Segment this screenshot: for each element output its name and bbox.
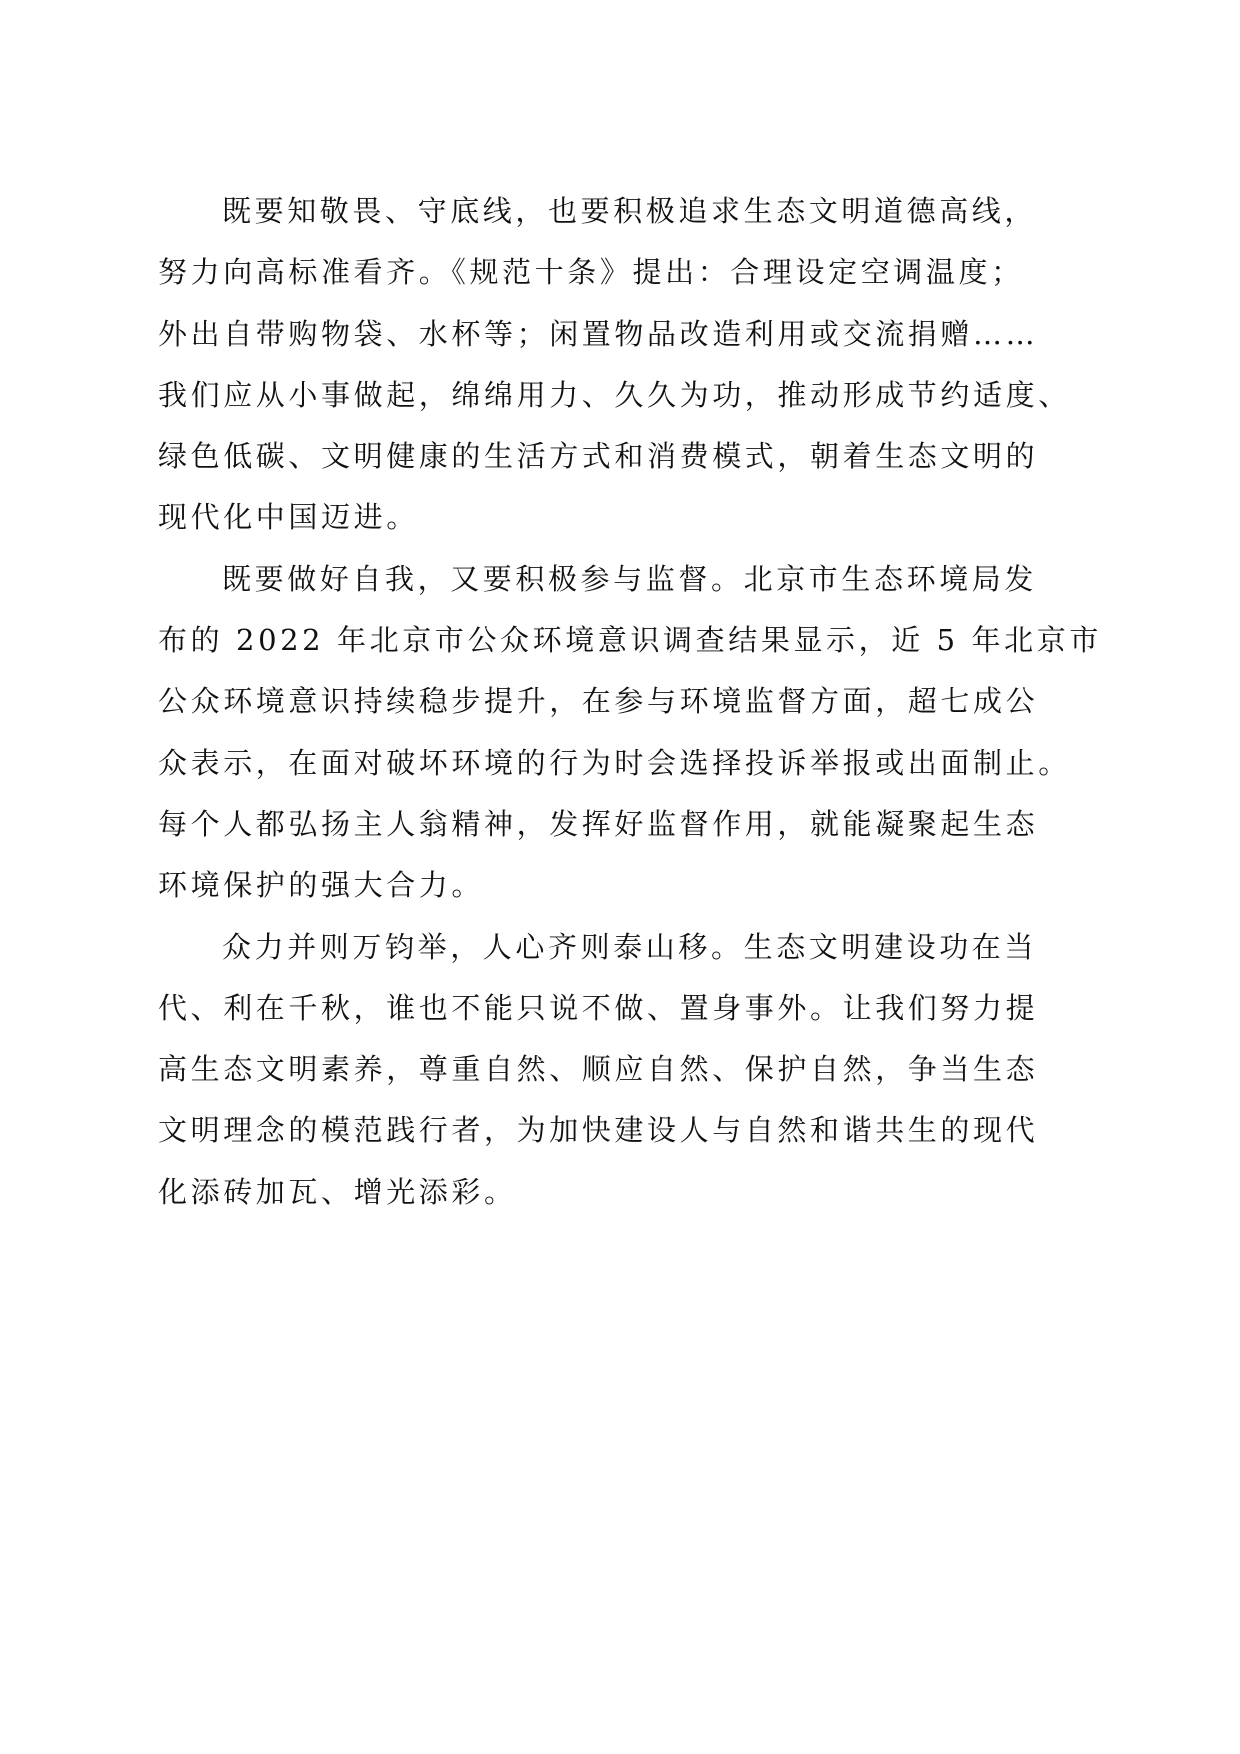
paragraph-3-line-3: 高生态文明素养，尊重自然、顺应自然、保护自然，争当生态 <box>158 1052 1039 1087</box>
paragraph-1-line-5: 绿色低碳、文明健康的生活方式和消费模式，朝着生态文明的 <box>158 439 1039 474</box>
paragraph-1-line-4: 我们应从小事做起，绵绵用力、久久为功，推动形成节约适度、 <box>158 377 1071 412</box>
paragraph-1-line-6: 现代化中国迈进。 <box>158 500 419 535</box>
paragraph-3-line-4: 文明理念的模范践行者，为加快建设人与自然和谐共生的现代 <box>158 1113 1039 1148</box>
paragraph-2-line-2: 布的 2022 年北京市公众环境意识调查结果显示，近 5 年北京市 <box>158 623 1102 658</box>
paragraph-2-line-5: 每个人都弘扬主人翁精神，发挥好监督作用，就能凝聚起生态 <box>158 806 1039 841</box>
paragraph-2-line-4: 众表示，在面对破坏环境的行为时会选择投诉举报或出面制止。 <box>158 745 1071 780</box>
paragraph-3-line-1: 众力并则万钧举，人心齐则泰山移。生态文明建设功在当 <box>222 929 1038 964</box>
paragraph-3-line-2: 代、利在千秋，谁也不能只说不做、置身事外。让我们努力提 <box>158 990 1039 1025</box>
paragraph-2-line-6: 环境保护的强大合力。 <box>158 868 485 903</box>
paragraph-2-line-1: 既要做好自我，又要积极参与监督。北京市生态环境局发 <box>222 561 1038 596</box>
paragraph-3-line-5: 化添砖加瓦、增光添彩。 <box>158 1174 517 1209</box>
body-text <box>158 181 1108 1223</box>
paragraph-1-line-3: 外出自带购物袋、水杯等；闲置物品改造利用或交流捐赠…… <box>158 316 1039 351</box>
paragraph-2-line-3: 公众环境意识持续稳步提升，在参与环境监督方面，超七成公 <box>158 684 1039 719</box>
paragraph-1-line-1: 既要知敬畏、守底线，也要积极追求生态文明道德高线， <box>222 194 1038 228</box>
paragraph-1-line-2: 努力向高标准看齐。《规范十条》提出：合理设定空调温度； <box>158 255 1024 290</box>
